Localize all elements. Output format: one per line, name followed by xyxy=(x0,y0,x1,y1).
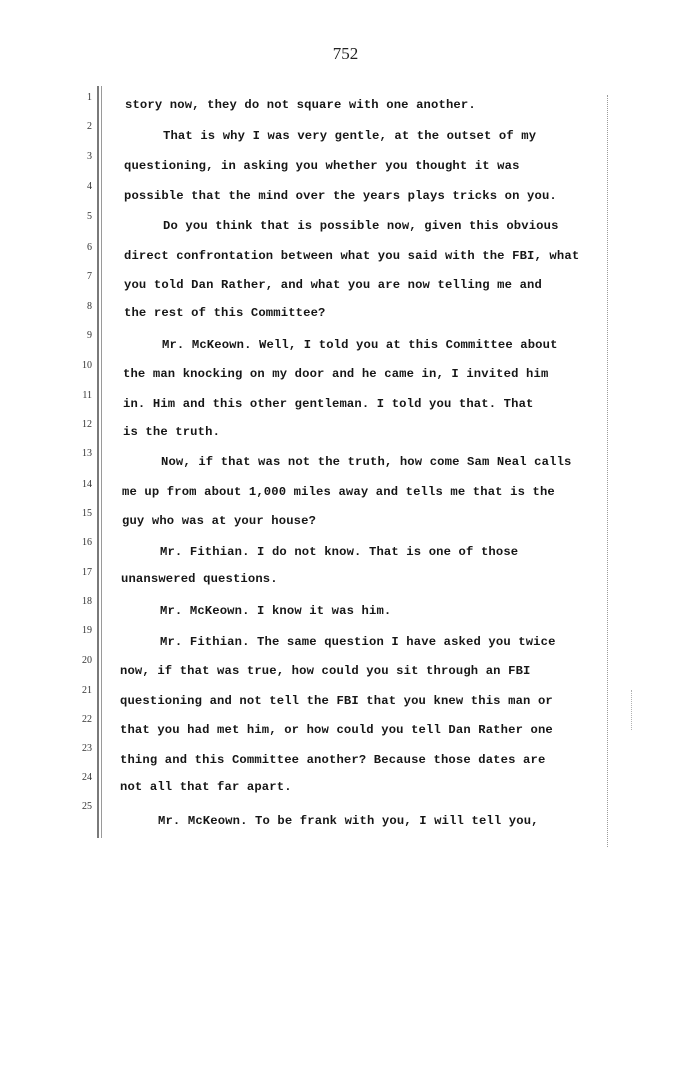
line-number: 3 xyxy=(87,151,92,162)
transcript-line: Mr. McKeown. To be frank with you, I will tell you, xyxy=(158,814,539,828)
line-number: 9 xyxy=(87,330,92,341)
transcript-line: you told Dan Rather, and what you are now telling me and xyxy=(124,278,542,292)
line-number: 5 xyxy=(87,211,92,222)
line-number: 1 xyxy=(87,92,92,103)
transcript-line: Mr. Fithian. I do not know. That is one of those xyxy=(160,545,519,559)
edge-mark xyxy=(631,690,632,730)
line-number: 7 xyxy=(87,271,92,282)
line-number: 2 xyxy=(87,121,92,132)
line-number: 10 xyxy=(82,360,92,371)
line-number: 17 xyxy=(82,567,92,578)
transcript-line: Mr. McKeown. I know it was him. xyxy=(160,604,392,618)
line-number: 13 xyxy=(82,448,92,459)
line-number: 21 xyxy=(82,685,92,696)
transcript-line: Now, if that was not the truth, how come Sam Neal calls xyxy=(161,455,572,469)
transcript-line: the rest of this Committee? xyxy=(124,306,326,320)
transcript-line: in. Him and this other gentleman. I told you that. That xyxy=(123,397,534,411)
transcript-line: not all that far apart. xyxy=(120,780,292,794)
transcript-line: me up from about 1,000 miles away and tells me that is the xyxy=(122,485,555,499)
line-number: 22 xyxy=(82,714,92,725)
transcript-line: direct confrontation between what you said with the FBI, what xyxy=(124,249,580,263)
line-number: 11 xyxy=(82,390,92,401)
transcript-line: unanswered questions. xyxy=(121,572,278,586)
line-number: 15 xyxy=(82,508,92,519)
right-margin-rule xyxy=(607,95,608,847)
line-number: 4 xyxy=(87,181,92,192)
transcript-line: Mr. Fithian. The same question I have asked you twice xyxy=(160,635,556,649)
line-number: 8 xyxy=(87,301,92,312)
line-number: 25 xyxy=(82,801,92,812)
transcript-line: is the truth. xyxy=(123,425,221,439)
transcript-line: questioning and not tell the FBI that you knew this man or xyxy=(120,694,553,708)
line-number: 14 xyxy=(82,479,92,490)
transcript-line: That is why I was very gentle, at the outset of my xyxy=(163,129,537,143)
transcript-line: the man knocking on my door and he came in, I invited him xyxy=(123,367,549,381)
transcript-line: that you had met him, or how could you tell Dan Rather one xyxy=(120,723,553,737)
transcript-line: guy who was at your house? xyxy=(122,514,317,528)
line-number: 6 xyxy=(87,242,92,253)
line-number: 23 xyxy=(82,743,92,754)
line-number: 16 xyxy=(82,537,92,548)
line-number: 24 xyxy=(82,772,92,783)
page-number: 752 xyxy=(332,44,359,63)
transcript-line: now, if that was true, how could you sit through an FBI xyxy=(120,664,531,678)
transcript-line: story now, they do not square with one another. xyxy=(125,98,476,112)
transcript-line: questioning, in asking you whether you thought it was xyxy=(124,159,520,173)
line-number: 18 xyxy=(82,596,92,607)
line-number: 12 xyxy=(82,419,92,430)
left-margin-rule-inner xyxy=(101,86,102,838)
transcript-line: Do you think that is possible now, given this obvious xyxy=(163,219,559,233)
line-number: 20 xyxy=(82,655,92,666)
left-margin-rule xyxy=(97,86,99,838)
transcript-line: thing and this Committee another? Because those dates are xyxy=(120,753,546,767)
line-number: 19 xyxy=(82,625,92,636)
transcript-line: possible that the mind over the years plays tricks on you. xyxy=(124,189,557,203)
transcript-line: Mr. McKeown. Well, I told you at this Committee about xyxy=(162,338,558,352)
